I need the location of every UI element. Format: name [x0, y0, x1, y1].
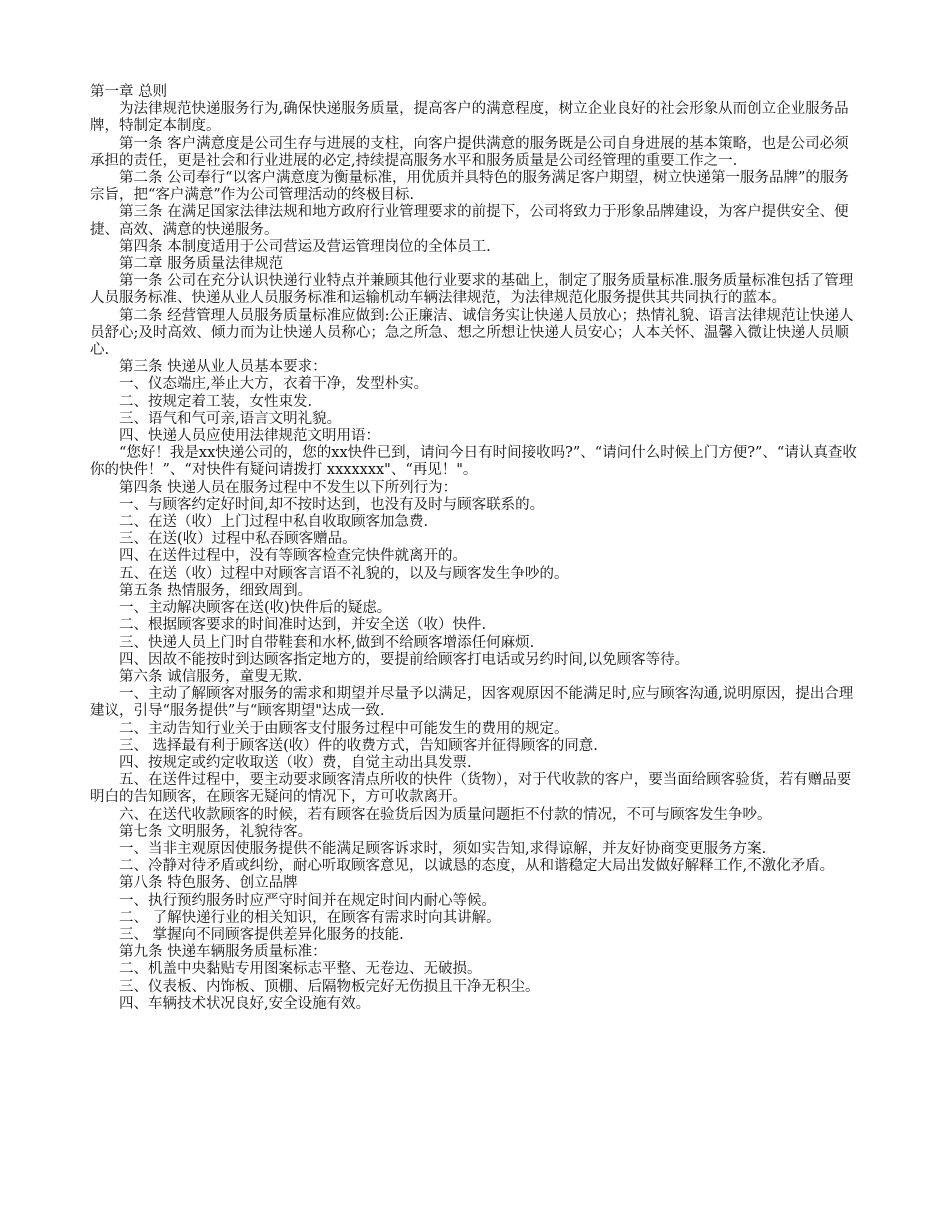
paragraph: 第四条 本制度适用于公司营运及营运管理岗位的全体员工. [119, 238, 491, 255]
paragraph: 四、在送件过程中，没有等顾客检查完快件就离开的。 [119, 548, 467, 565]
paragraph: 三、 掌握向不同顾客提供差异化服务的技能. [119, 926, 404, 943]
paragraph: 一、执行预约服务时应严守时间并在规定时间内耐心等候。 [119, 892, 496, 909]
paragraph: 第七条 文明服务，礼貌待客。 [119, 823, 313, 840]
paragraph: 五、在送件过程中，要主动要求顾客清点所收的快件（货物），对于代收款的客户，要当面给顾客验货，若有赠品要明白的告知顾客，在顾客无疑问的情况下，方可收款离开。 [90, 772, 852, 806]
paragraph: 一、当非主观原因使服务提供不能满足顾客诉求时，须如实告知,求得谅解，并友好协商变更服务方案. [119, 840, 767, 857]
paragraph: 二、冷静对待矛盾或纠纷，耐心听取顾客意见，以诚恳的态度，从和谐稳定大局出发做好解释工作,不激化矛盾。 [119, 858, 835, 875]
paragraph: 五、在送（收）过程中对顾客言语不礼貌的，以及与顾客发生争吵的。 [119, 565, 569, 582]
paragraph: 三、 选择最有利于顾客送(收）件的收费方式，告知顾客并征得顾客的同意. [119, 737, 598, 754]
paragraph: 第二条 经营管理人员服务质量标准应做到:公正廉洁、诚信务实让快递人员放心；热情礼貌、语言法律规范让快递人员舒心;及时高效、倾力而为让快递人员称心；急之所急、想之所想让快递人员安心；人本关怀、温馨入微让快递人员顺心. [90, 307, 854, 359]
paragraph: 三、快递人员上门时自带鞋套和水杯,做到不给顾客增添任何麻烦. [119, 634, 535, 651]
paragraph: “您好！我是xx快递公司的，您的xx快件已到，请问今日有时间接收吗?”、“请问什么时候上门方便?”、“请认真查收你的快件！”、“对快件有疑问请拨打 xxxxxxx"、“再见！"。 [90, 445, 857, 479]
paragraph: 第三条 快递从业人员基本要求： [119, 359, 327, 376]
paragraph: 六、在送代收款顾客的时候，若有顾客在验货后因为质量问题拒不付款的情况，不可与顾客发生争吵。 [119, 806, 772, 823]
paragraph: 二、在送（收）上门过程中私自收取顾客加急费. [119, 514, 429, 531]
paragraph: 三、在送(收）过程中私吞顾客赠品。 [119, 531, 357, 548]
paragraph: 第二条 公司奉行“以客户满意度为衡量标准，用优质并具特色的服务满足客户期望，树立快递第一服务品牌”的服务宗旨，把“客户满意”作为公司管理活动的终极目标. [90, 170, 849, 204]
paragraph: 四、车辆技术状况良好,安全设施有效。 [119, 995, 371, 1012]
paragraph: 第五条 热情服务，细致周到。 [119, 582, 313, 599]
paragraph: 一、主动了解顾客对服务的需求和期望并尽量予以满足，因客观原因不能满足时,应与顾客沟通,说明原因，提出合理建议，引导“服务提供”与“顾客期望"达成一致. [90, 686, 854, 720]
paragraph: 为法律规范快递服务行为,确保快递服务质量，提高客户的满意程度，树立企业良好的社会形象从而创立企业服务品牌，特制定本制度。 [90, 101, 849, 135]
paragraph: 二、主动告知行业关于由顾客支付服务过程中可能发生的费用的规定。 [119, 720, 569, 737]
paragraph: 二、 了解快递行业的相关知识，在顾客有需求时向其讲解。 [119, 909, 501, 926]
paragraph: 二、按规定着工装，女性束发. [119, 393, 313, 410]
paragraph: 二、机盖中央黏贴专用图案标志平整、无卷边、无破损。 [119, 961, 482, 978]
paragraph: 第一条 公司在充分认识快递行业特点并兼顾其他行业要求的基础上，制定了服务质量标准.服务质量标准包括了管理人员服务标准、快递从业人员服务标准和运输机动车辆法律规范，为法律规范化服务提供其共同执行的蓝本。 [90, 273, 854, 307]
paragraph: 四、按规定或约定收取送（收）费，自觉主动出具发票. [119, 754, 472, 771]
paragraph: 一、与顾客约定好时间,却不按时达到，也没有及时与顾客联系的。 [119, 496, 545, 513]
paragraph: 第六条 诚信服务，童叟无欺. [119, 668, 303, 685]
paragraph: 第八条 特色服务、创立品牌 [119, 875, 298, 892]
chapter-heading: 第一章 总则 [90, 84, 168, 100]
paragraph: 四、因故不能按时到达顾客指定地方的，要提前给顾客打电话或另约时间,以免顾客等待。 [119, 651, 690, 668]
paragraph: 三、仪表板、内饰板、顶棚、后隔物板完好无伤损且干净无积尘。 [119, 978, 540, 995]
paragraph: 四、快递人员应使用法律规范文明用语： [119, 428, 380, 445]
paragraph: 第二章 服务质量法律规范 [119, 256, 284, 273]
paragraph: 第一条 客户满意度是公司生存与进展的支柱，向客户提供满意的服务既是公司自身进展的基本策略，也是公司必须承担的责任，更是社会和行业进展的必定,持续提高服务水平和服务质量是公司经管理的重要工作之一. [90, 135, 849, 169]
paragraph: 第三条 在满足国家法律法规和地方政府行业管理要求的前提下，公司将致力于形象品牌建设，为客户提供安全、便捷、高效、满意的快递服务。 [90, 204, 849, 238]
paragraph: 三、语气和气可亲,语言文明礼貌。 [119, 410, 342, 427]
paragraph: 第九条 快递车辆服务质量标准： [119, 944, 327, 961]
document-body [90, 84, 862, 1013]
paragraph: 第四条 快递人员在服务过程中不发生以下所列行为： [119, 479, 458, 496]
paragraph: 二、根据顾客要求的时间准时达到，并安全送（收）快件. [119, 617, 487, 634]
paragraph: 一、主动解决顾客在送(收)快件后的疑虑。 [119, 600, 392, 617]
paragraph: 一、仪态端庄,举止大方，衣着干净，发型朴实。 [119, 376, 429, 393]
